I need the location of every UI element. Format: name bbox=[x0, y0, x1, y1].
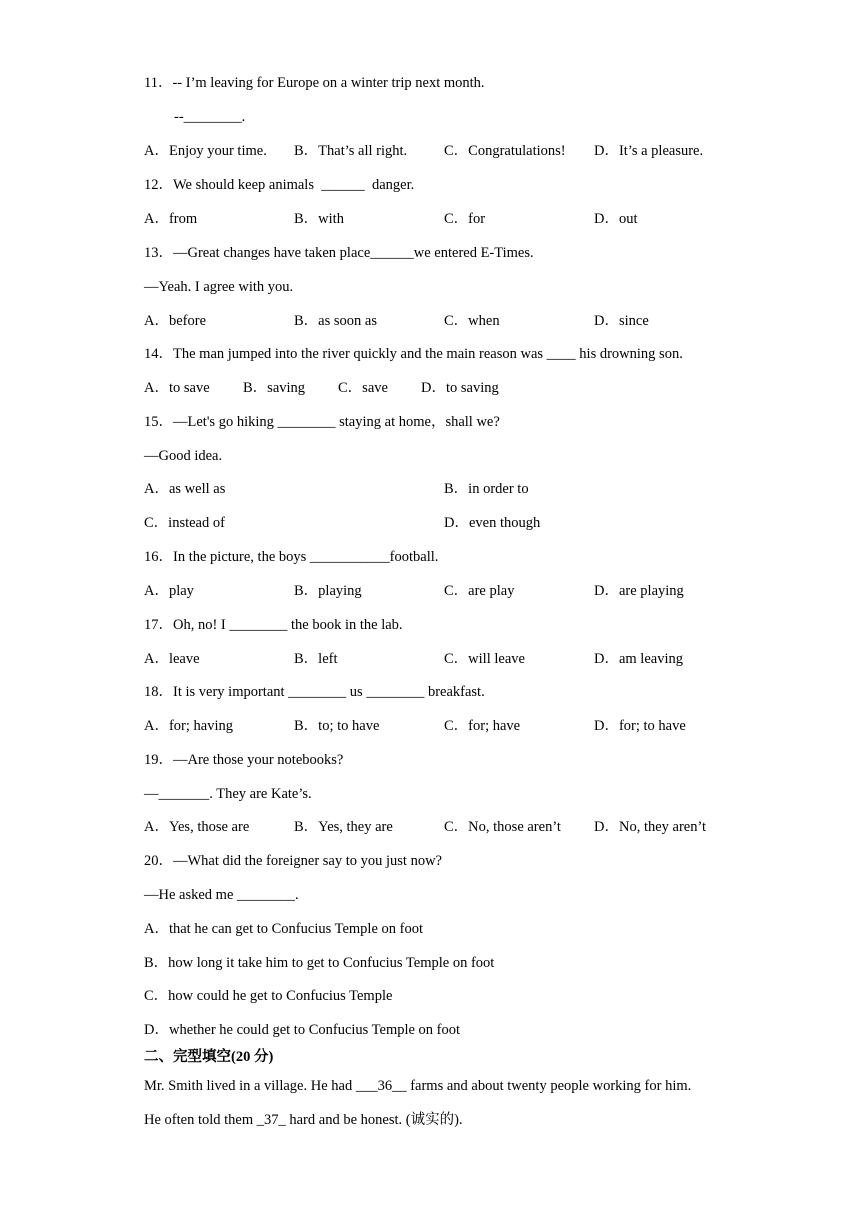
question-19-option-d: D．No, they aren’t bbox=[594, 819, 707, 835]
question-20-stem: 20．—What did the foreigner say to you just now? bbox=[144, 853, 442, 869]
question-13-reply: —Yeah. I agree with you. bbox=[144, 279, 294, 295]
question-16-option-b: B．playing bbox=[294, 583, 362, 599]
question-11-option-d: D．It’s a pleasure. bbox=[594, 143, 704, 159]
question-13-option-b: B．as soon as bbox=[294, 313, 377, 329]
question-18-option-b: B．to; to have bbox=[294, 718, 380, 734]
question-12-stem: 12．We should keep animals ______ danger. bbox=[144, 177, 415, 193]
question-19-stem: 19．—Are those your notebooks? bbox=[144, 752, 344, 768]
question-11-option-c: C．Congratulations! bbox=[444, 143, 566, 159]
question-12-option-c: C．for bbox=[444, 211, 486, 227]
question-16-option-a: A．play bbox=[144, 583, 194, 599]
question-17-option-d: D．am leaving bbox=[594, 651, 683, 667]
question-15-reply: —Good idea. bbox=[144, 448, 223, 464]
question-11-option-a: A．Enjoy your time. bbox=[144, 143, 267, 159]
question-16-option-d: D．are playing bbox=[594, 583, 684, 599]
question-15-option-c: C．instead of bbox=[144, 515, 225, 531]
question-17-option-c: C．will leave bbox=[444, 651, 525, 667]
question-18-option-a: A．for; having bbox=[144, 718, 233, 734]
question-18-stem: 18．It is very important ________ us ________ breakfast. bbox=[144, 684, 485, 700]
question-17-option-a: A．leave bbox=[144, 651, 200, 667]
question-18-option-c: C．for; have bbox=[444, 718, 521, 734]
question-19-option-a: A．Yes, those are bbox=[144, 819, 250, 835]
passage-line-2: He often told them _37_ hard and be honest. (诚实的). bbox=[144, 1112, 463, 1128]
question-12-option-a: A．from bbox=[144, 211, 198, 227]
question-11-option-b: B．That’s all right. bbox=[294, 143, 408, 159]
passage-line-1: Mr. Smith lived in a village. He had ___36__ farms and about twenty people working for him. bbox=[144, 1078, 692, 1094]
question-14-stem: 14．The man jumped into the river quickly and the main reason was ____ his drowning son. bbox=[144, 346, 683, 362]
question-13-option-d: D．since bbox=[594, 313, 649, 329]
question-13-option-c: C．when bbox=[444, 313, 500, 329]
question-19-option-c: C．No, those aren’t bbox=[444, 819, 561, 835]
question-15-stem: 15．—Let's go hiking ________ staying at home，shall we? bbox=[144, 414, 500, 430]
question-14-option-a: A．to save bbox=[144, 380, 210, 396]
question-13-option-a: A．before bbox=[144, 313, 207, 329]
question-14-option-d: D．to saving bbox=[421, 380, 499, 396]
section-2-heading: 二、完型填空(20 分) bbox=[144, 1049, 274, 1065]
question-20-option-a: A．that he can get to Confucius Temple on foot bbox=[144, 921, 423, 937]
question-15-option-b: B．in order to bbox=[444, 481, 529, 497]
question-12-option-b: B．with bbox=[294, 211, 344, 227]
question-20-reply: —He asked me ________. bbox=[144, 887, 299, 903]
question-15-option-a: A．as well as bbox=[144, 481, 226, 497]
question-20-option-d: D．whether he could get to Confucius Temple on foot bbox=[144, 1022, 461, 1038]
question-12-option-d: D．out bbox=[594, 211, 638, 227]
question-19-option-b: B．Yes, they are bbox=[294, 819, 393, 835]
question-16-option-c: C．are play bbox=[444, 583, 515, 599]
question-19-reply: —_______. They are Kate’s. bbox=[144, 786, 312, 802]
question-14-option-b: B．saving bbox=[243, 380, 306, 396]
question-14-option-c: C．save bbox=[338, 380, 388, 396]
question-20-option-c: C．how could he get to Confucius Temple bbox=[144, 988, 393, 1004]
question-15-option-d: D．even though bbox=[444, 515, 541, 531]
question-13-stem: 13．—Great changes have taken place______we entered E-Times. bbox=[144, 245, 534, 261]
question-11-stem: 11．-- I’m leaving for Europe on a winter trip next month. bbox=[144, 75, 485, 91]
question-18-option-d: D．for; to have bbox=[594, 718, 686, 734]
question-16-stem: 16．In the picture, the boys ___________football. bbox=[144, 549, 439, 565]
question-17-stem: 17．Oh, no! I ________ the book in the lab. bbox=[144, 617, 403, 633]
question-20-option-b: B．how long it take him to get to Confucius Temple on foot bbox=[144, 955, 495, 971]
question-17-option-b: B．left bbox=[294, 651, 338, 667]
question-11-reply: --________. bbox=[174, 109, 246, 125]
